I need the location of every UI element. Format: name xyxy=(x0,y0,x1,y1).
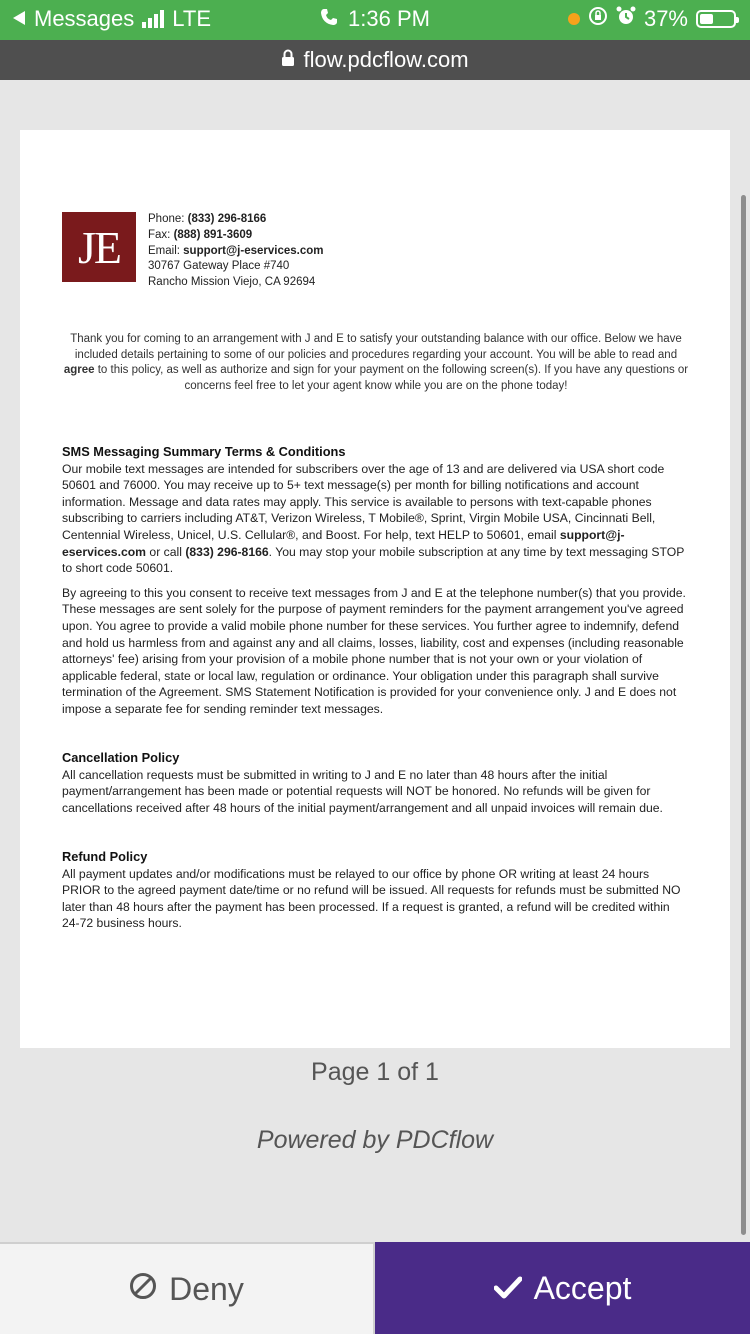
contact-phone: Phone: (833) 296-8166 xyxy=(148,213,267,225)
clock-time: 1:36 PM xyxy=(348,6,430,31)
status-bar xyxy=(0,0,750,40)
url-text: flow.pdcflow.com xyxy=(303,47,469,72)
company-logo: JE xyxy=(62,212,136,282)
phone-icon xyxy=(320,6,338,32)
accept-label: Accept xyxy=(533,1269,632,1306)
refund-body: All payment updates and/or modifications must be relayed to our office by phone OR writing at least 24 hours PRIOR to the agreed payment date/time or no refund will be issued. All requests for refunds must be submitted NO later than 48 hours after the payment has been processed. If a request is granted, a refund will be credited within 24-72 business hours. xyxy=(62,866,681,931)
deny-button[interactable] xyxy=(0,1242,375,1334)
sms-terms-paragraph-2: By agreeing to this you consent to receive text messages from J and E at the telephone number(s) that you provide. These messages are sent solely for the purpose of payment reminders for the payment arrangement you've agreed upon. You agree to provide a valid mobile phone number for these services. You further agree to indemnify, defend and hold us harmless from and against any and all claims, losses, liability, cost and expenses (including reasonable attorneys' fee) arising from your provision of a mobile phone number that is not your own or your violation of applicable federal, state or local law, regulation or ordinance. Your obligation under this paragraph shall survive termination of the Agreement. SMS Statement Notification is provided for your convenience only. J and E does not impose a separate fee for sending reminder text messages. xyxy=(62,585,686,716)
cancellation-section xyxy=(62,750,688,816)
refund-title: Refund Policy xyxy=(62,849,148,864)
status-right xyxy=(568,6,736,32)
refund-section xyxy=(62,849,688,932)
contact-fax: Fax: (888) 891-3609 xyxy=(148,228,253,241)
intro-paragraph: Thank you for coming to an arrangement with J and E to satisfy your outstanding balance with our office. Below we have included details pertaining to some of our policies and procedures regarding your account. You will be able to read and agree to this policy, as well as authorize and sign for your payment on the following screen(s). If you have any questions or concerns feel free to let your agent know while you are on the phone today! xyxy=(63,333,689,392)
cancellation-title: Cancellation Policy xyxy=(62,750,180,765)
battery-icon xyxy=(696,10,736,28)
battery-level xyxy=(700,14,713,24)
back-app-label[interactable]: Messages xyxy=(34,6,135,31)
checkmark-icon xyxy=(494,1270,522,1307)
scrollbar[interactable] xyxy=(741,195,746,1235)
page-indicator: Page 1 of 1 xyxy=(311,1058,439,1086)
powered-by: Powered by PDCflow xyxy=(256,1126,494,1154)
document-page xyxy=(20,130,730,1048)
battery-percent: 37% xyxy=(643,6,688,31)
alarm-icon xyxy=(616,6,636,32)
contact-email: Email: support@j-eservices.com xyxy=(148,244,324,257)
sms-terms-paragraph-1: Our mobile text messages are intended for subscribers over the age of 13 and are delivered via USA short code 50601 and 76000. You may receive up to 5+ text message(s) per month for billing notifications and account information. Message and data rates may apply. This service is available to persons with text-capable phones subscribing to carriers including AT&T, Verizon Wireless, T Mobile®, Sprint, Virgin Mobile USA, Cincinnati Bell, Centennial Wireless, Unicel, U.S. Cellular®, and Boost. For help, text HELP to 50601, email support@j-eservices.com or call (833) 296-8166. You may stop your mobile subscription at any time by text messaging STOP to short code 50601. xyxy=(62,461,685,576)
contact-block xyxy=(148,212,323,291)
deny-circle-icon xyxy=(129,1271,157,1308)
sms-terms-section xyxy=(62,444,688,718)
cancellation-body: All cancellation requests must be submitted in writing to J and E no later than 48 hours after the initial payment/arrangement has been made or potential requests will NOT be honored. No refunds will be given for cancellations received after 48 hours of the initial payment/arrangement and all unpaid invoices will remain due. xyxy=(62,767,663,815)
location-icon xyxy=(568,13,580,25)
network-label: LTE xyxy=(172,6,211,31)
letterhead xyxy=(62,212,323,291)
deny-label: Deny xyxy=(169,1270,244,1307)
orientation-lock-icon xyxy=(588,6,608,32)
contact-address-2: Rancho Mission Viejo, CA 92694 xyxy=(148,276,316,289)
contact-address-1: 30767 Gateway Place #740 xyxy=(148,260,290,273)
accept-button[interactable] xyxy=(375,1242,750,1334)
url-bar[interactable] xyxy=(0,40,750,80)
lock-icon xyxy=(281,47,295,73)
sms-terms-title: SMS Messaging Summary Terms & Conditions xyxy=(62,444,346,459)
